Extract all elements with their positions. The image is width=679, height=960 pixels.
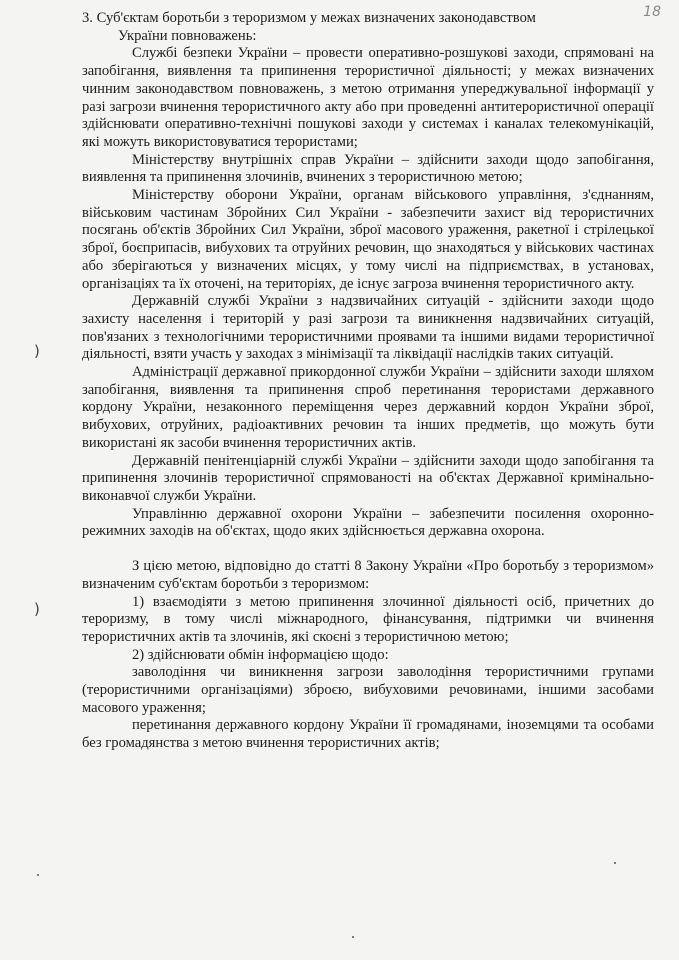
- paragraph-dpsu: Адміністрації державної прикордонної служби України – здійснити заходи шляхом запобігання, виявлення та припинення спроб перетинання терористами державного кордону України, незаконного переміщення через державний кордон України зброї, вибухових, отруйних, радіоактивних речовин та інших предметів, що можуть бути використані як засоби вчинення терористичних актів.: [82, 364, 654, 451]
- scan-speck: [614, 862, 616, 864]
- item-3-heading: [82, 10, 654, 45]
- paragraph-udo: Управлінню державної охорони України – забезпечити посилення охоронно-режимних заходів на об'єктах, щодо яких здійснюється державна охорона.: [82, 505, 654, 540]
- paragraph-mou: Міністерству оборони України, органам військового управління, з'єднанням, військовим частинам Збройних Сил України - забезпечити захист від терористичних посягань об'єктів Збройних Сил України, зброї масового ураження, ракетної і стрілецької зброї, боєприпасів, вибухових та отруйних речовин, що знаходяться у військових частинах або зберігаються у визначених місцях, у тому числі на підприємствах, в установах, організаціях та їх оточені, на територіях, де існує загроза вчинення терористичного акту.: [82, 187, 654, 292]
- item-3-line-1: Суб'єктам боротьби з тероризмом у межах визначених законодавством: [96, 10, 536, 26]
- paragraph-dsns: Державній службі України з надзвичайних ситуацій - здійснити заходи щодо захисту населення і територій у разі загрози та виникнення надзвичайних ситуацій, пов'язаних з технологічними терористичними проявами та іншими видами терористичної діяльності, взяти участь у заходах з мінімізації та ліквідації наслідків таких ситуацій.: [82, 293, 654, 363]
- page-number: 18: [643, 4, 661, 20]
- paragraph-sbu: Службі безпеки України – провести оперативно-розшукові заходи, спрямовані на запобігання, виявлення та припинення терористичної діяльності; у межах визначених чинним законодавством повноважень, з метою отримання упереджувальної інформації у разі загрози вчинення терористичного акту або при проведенні антитерористичної операції здійснювати оперативно-технічні пошукові заходи у системах і каналах телекомунікацій, які можуть використовуватися терористами;: [82, 45, 654, 150]
- list-item-1: 1) взаємодіяти з метою припинення злочинної діяльності осіб, причетних до тероризму, в тому числі міжнародного, фінансування, підтримки чи вчинення терористичних актів та злочинів, які скоєні з терористичною метою;: [82, 593, 654, 645]
- paragraph-dps: Державній пенітенціарній службі України – здійснити заходи щодо запобігання та припинення злочинів терористичної спрямованості на об'єктах Державної кримінально-виконавчої служби України.: [82, 452, 654, 504]
- margin-mark: ): [34, 342, 40, 360]
- scan-speck: [37, 874, 39, 876]
- sub-paragraph-border: перетинання державного кордону України її громадянами, іноземцями та особами без громадянства з метою вчинення терористичних актів;: [82, 717, 654, 752]
- item-number: 3.: [82, 10, 93, 26]
- list-item-2: 2) здійснювати обмін інформацією щодо:: [132, 646, 389, 663]
- margin-mark: ): [34, 600, 40, 618]
- paragraph-mvs: Міністерству внутрішніх справ України – здійснити заходи щодо запобігання, виявлення та припинення злочинів, вчинених з терористичною метою;: [82, 151, 654, 186]
- paragraph-purpose: З цією метою, відповідно до статті 8 Закону України «Про боротьбу з тероризмом» визначеним суб'єктам боротьби з тероризмом:: [82, 558, 654, 592]
- sub-paragraph-weapons: заволодіння чи виникнення загрози заволодіння терористичними групами (терористичними організаціями) зброєю, вибуховими речовинами, іншими засобами масового ураження;: [82, 664, 654, 716]
- item-3-line-2: України повноважень:: [118, 27, 257, 44]
- scan-speck: [352, 936, 354, 938]
- document-body: [82, 10, 654, 753]
